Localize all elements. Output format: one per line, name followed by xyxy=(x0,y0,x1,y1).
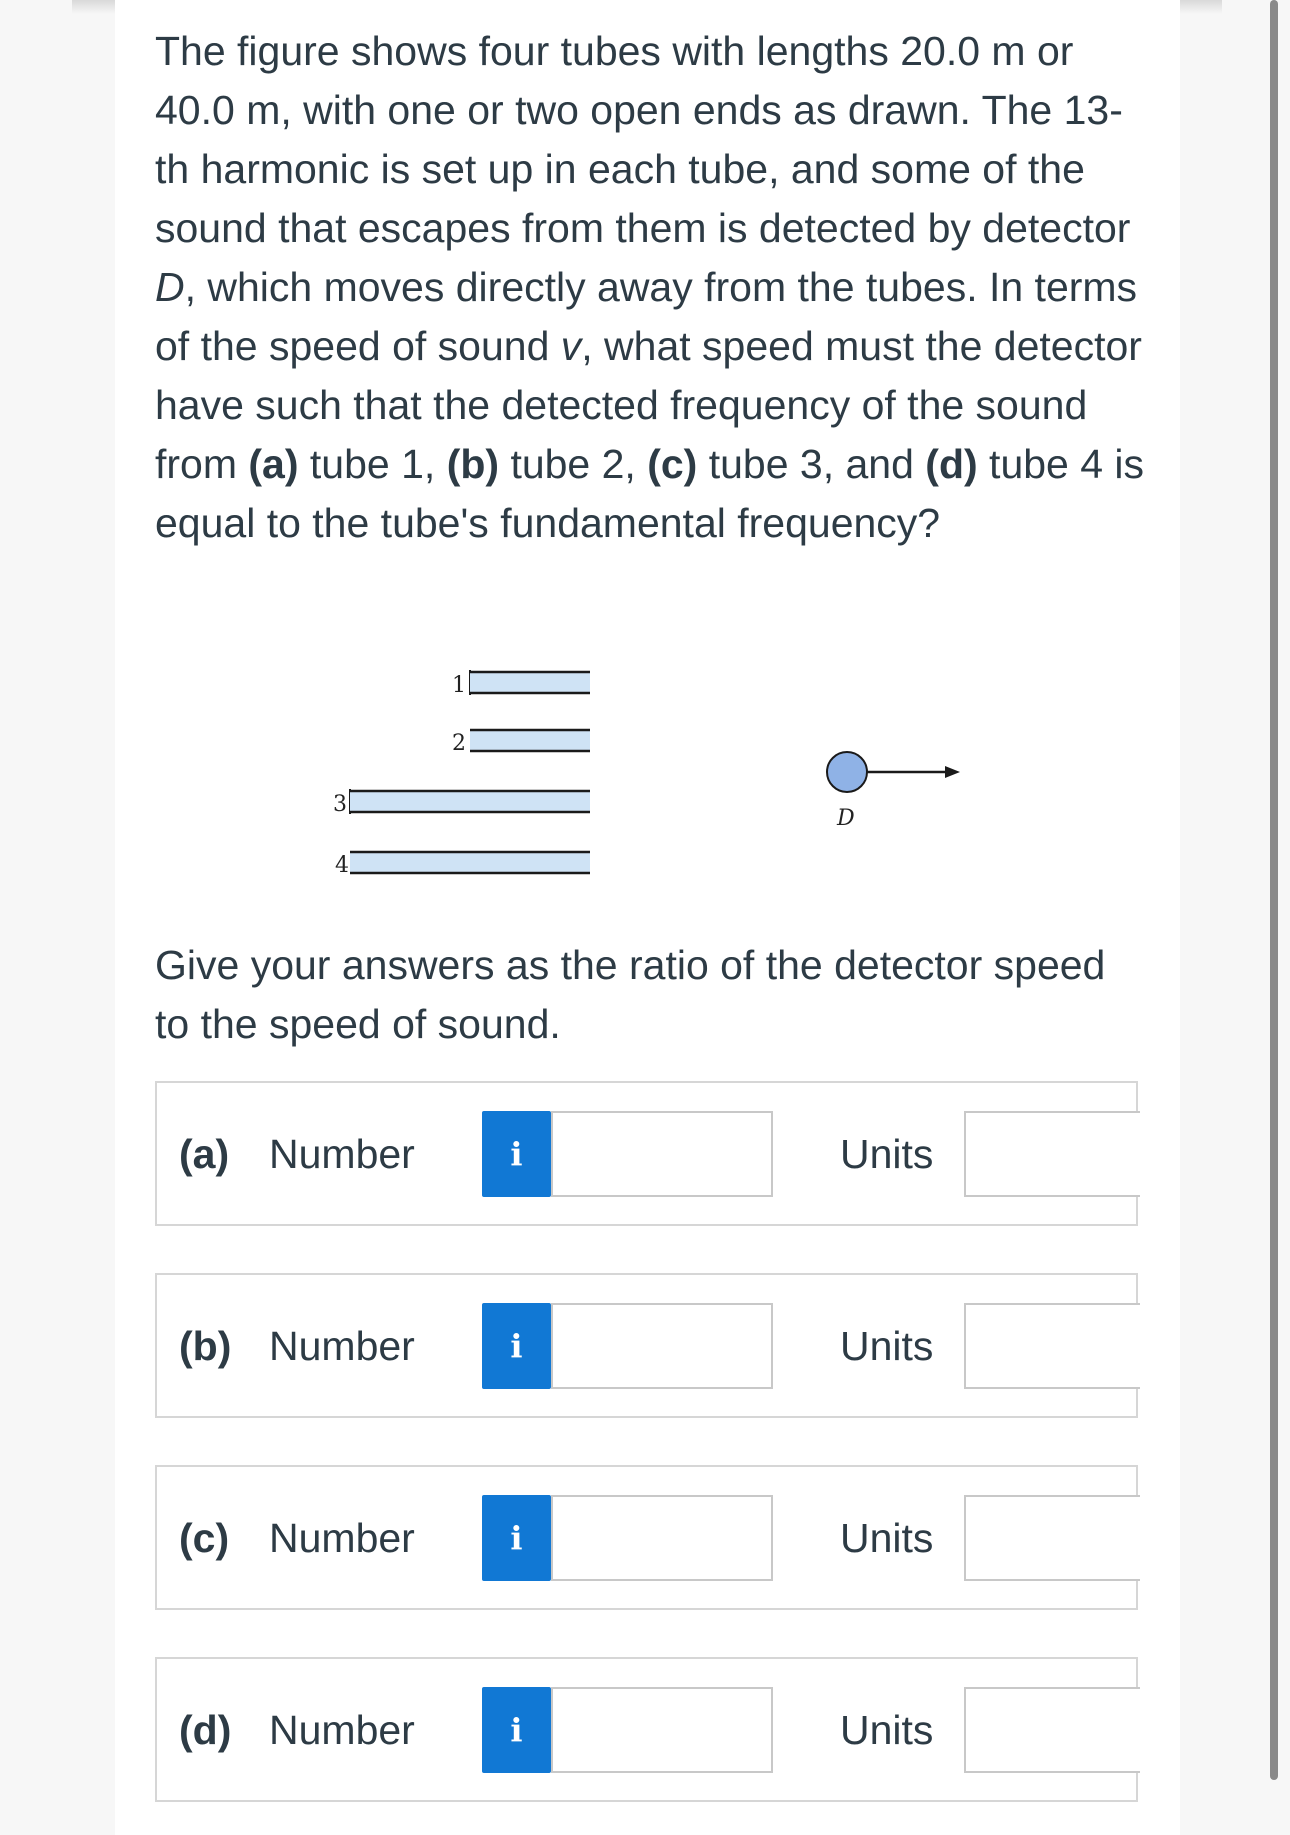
number-input[interactable] xyxy=(551,1495,773,1581)
tube-2 xyxy=(452,730,590,756)
tube-4 xyxy=(335,852,590,878)
info-icon[interactable]: i xyxy=(482,1687,551,1773)
number-label: Number xyxy=(269,1707,415,1753)
tube-1-label: 1 xyxy=(452,673,466,698)
answer-row-a xyxy=(155,1081,1138,1226)
question-text: The figure shows four tubes with lengths 20.0 m or 40.0 m, with one or two open ends as drawn. The 13-th harmonic is set up in each tube, and some of the sound that escapes from them is detected by detector D, which moves directly away from the tubes. In terms of the speed of sound v, what speed must the detector have such that the detected frequency of the sound from (a) tube 1, (b) tube 2, (c) tube 3, and (d) tube 4 is equal to the tube's fundamental frequency? xyxy=(155,28,1145,546)
part-label: (b) xyxy=(179,1323,232,1369)
number-label: Number xyxy=(269,1515,415,1561)
arrow-right-icon xyxy=(945,766,960,778)
units-label: Units xyxy=(840,1515,934,1561)
part-label: (c) xyxy=(179,1515,230,1561)
tube-3-label: 3 xyxy=(333,792,347,817)
detector-label: D xyxy=(837,806,855,831)
units-select[interactable] xyxy=(964,1111,1140,1197)
info-icon[interactable]: i xyxy=(482,1495,551,1581)
tube-2-label: 2 xyxy=(452,731,466,756)
number-input[interactable] xyxy=(551,1687,773,1773)
units-select[interactable] xyxy=(964,1687,1140,1773)
answer-row-c xyxy=(155,1465,1138,1610)
units-select[interactable] xyxy=(964,1303,1140,1389)
units-label: Units xyxy=(840,1323,934,1369)
answer-row-b xyxy=(155,1273,1138,1418)
detector xyxy=(827,752,960,831)
tube-4-label: 4 xyxy=(335,853,349,878)
part-label: (a) xyxy=(179,1131,230,1177)
info-icon[interactable]: i xyxy=(482,1303,551,1389)
answer-row-d xyxy=(155,1657,1138,1802)
units-label: Units xyxy=(840,1131,934,1177)
tube-1 xyxy=(452,670,590,698)
units-select[interactable] xyxy=(964,1495,1140,1581)
number-input[interactable] xyxy=(551,1111,773,1197)
number-label: Number xyxy=(269,1323,415,1369)
tube-3 xyxy=(333,789,590,817)
number-input[interactable] xyxy=(551,1303,773,1389)
info-icon[interactable]: i xyxy=(482,1111,551,1197)
scrollbar[interactable] xyxy=(1270,0,1278,1780)
tubes-figure xyxy=(320,650,980,890)
units-label: Units xyxy=(840,1707,934,1753)
instruction-text: Give your answers as the ratio of the detector speed to the speed of sound. xyxy=(155,942,1106,1047)
number-label: Number xyxy=(269,1131,415,1177)
part-label: (d) xyxy=(179,1707,232,1753)
